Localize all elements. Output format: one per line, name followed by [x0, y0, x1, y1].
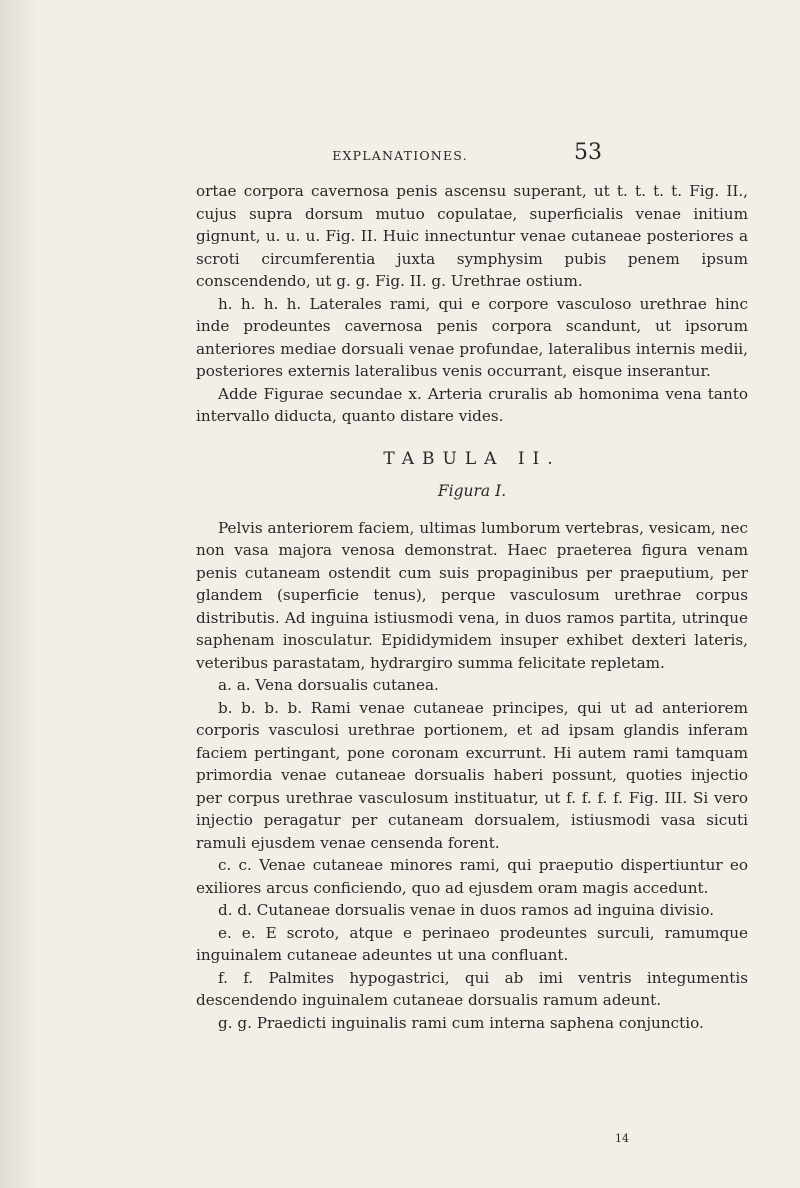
legend-item: b. b. b. b. Rami venae cutaneae principes, qui ut ad anteriorem corporis vasculosi urethrae portionem, et ad ipsam glandis inferam faciem pertingant, pone coronam excurrunt. Hi autem rami tamquam primordia venae cutaneae dorsualis haberi possunt, quoties injectio per corpus urethrae vasculosum instituatur, ut f. f. f. f. Fig. III. Si vero injectio peragatur per cutaneam dorsualem, istiusmodi vasa sicuti ramuli ejusdem venae censenda forent. [196, 698, 748, 852]
paragraph: Adde Figurae secundae x. Arteria cruralis ab homonima vena tanto intervallo diducta, quanto distare vides. [196, 384, 748, 425]
legend-item: a. a. Vena dorsualis cutanea. [218, 676, 439, 694]
page-edge-shadow [0, 0, 40, 1188]
legend-item: f. f. Palmites hypogastrici, qui ab imi ventris integumentis descendendo inguinalem cutaneae dorsualis ramum adeunt. [196, 968, 748, 1009]
legend-item: c. c. Venae cutaneae minores rami, qui praeputio dispertiuntur eo exiliores arcus conficiendo, quo ad ejusdem oram magis accedunt. [196, 856, 748, 897]
page-header [0, 140, 800, 170]
paragraph: ortae corpora cavernosa penis ascensu superant, ut t. t. t. t. Fig. II., cujus supra dorsum mutuo copulatae, superficialis venae initium gignunt, u. u. u. Fig. II. Huic innectuntur venae cutaneae posteriores a scroti circumferentia juxta symphysim pubis penem ipsum conscendendo, ut g. g. Fig. II. g. Urethrae ostium. [196, 182, 748, 290]
legend-item: g. g. Praedicti inguinalis rami cum interna saphena conjunctio. [218, 1013, 704, 1032]
paragraph: Pelvis anteriorem faciem, ultimas lumborum vertebras, vesicam, nec non vasa majora venosa demonstrat. Haec praeterea figura venam penis cutaneam ostendit cum suis propaginibus per praeputium, per glandem (superficie tenus), perque vasculosum urethrae corpus distributis. Ad inguina istiusmodi vena, in duos ramos partita, utrinque saphenam inosculatur. Epididymidem insuper exhibet dexteri lateris, veteribus parastatam, hydrargiro summa felicitate repletam. [196, 518, 748, 672]
table-heading: TABULA II. [383, 448, 561, 469]
legend-item: d. d. Cutaneae dorsualis venae in duos ramos ad inguina divisio. [218, 901, 715, 919]
running-head: EXPLANATIONES. [332, 148, 468, 163]
legend-item: e. e. E scroto, atque e perinaeo prodeuntes surculi, ramumque inguinalem cutaneae adeuntes ut una confluant. [196, 923, 748, 964]
signature-mark: 14 [615, 1132, 629, 1145]
paragraph: h. h. h. h. Laterales rami, qui e corpore vasculoso urethrae hinc inde prodeuntes cavernosa penis corpora scandunt, ut ipsorum anteriores mediae dorsuali venae profundae, lateralibus internis medii, posteriores externis lateralibus venis occurrant, eisque inserantur. [196, 294, 748, 380]
figure-heading: Figura I. [437, 482, 507, 500]
page-number: 53 [574, 140, 602, 165]
body-text [196, 180, 748, 1034]
